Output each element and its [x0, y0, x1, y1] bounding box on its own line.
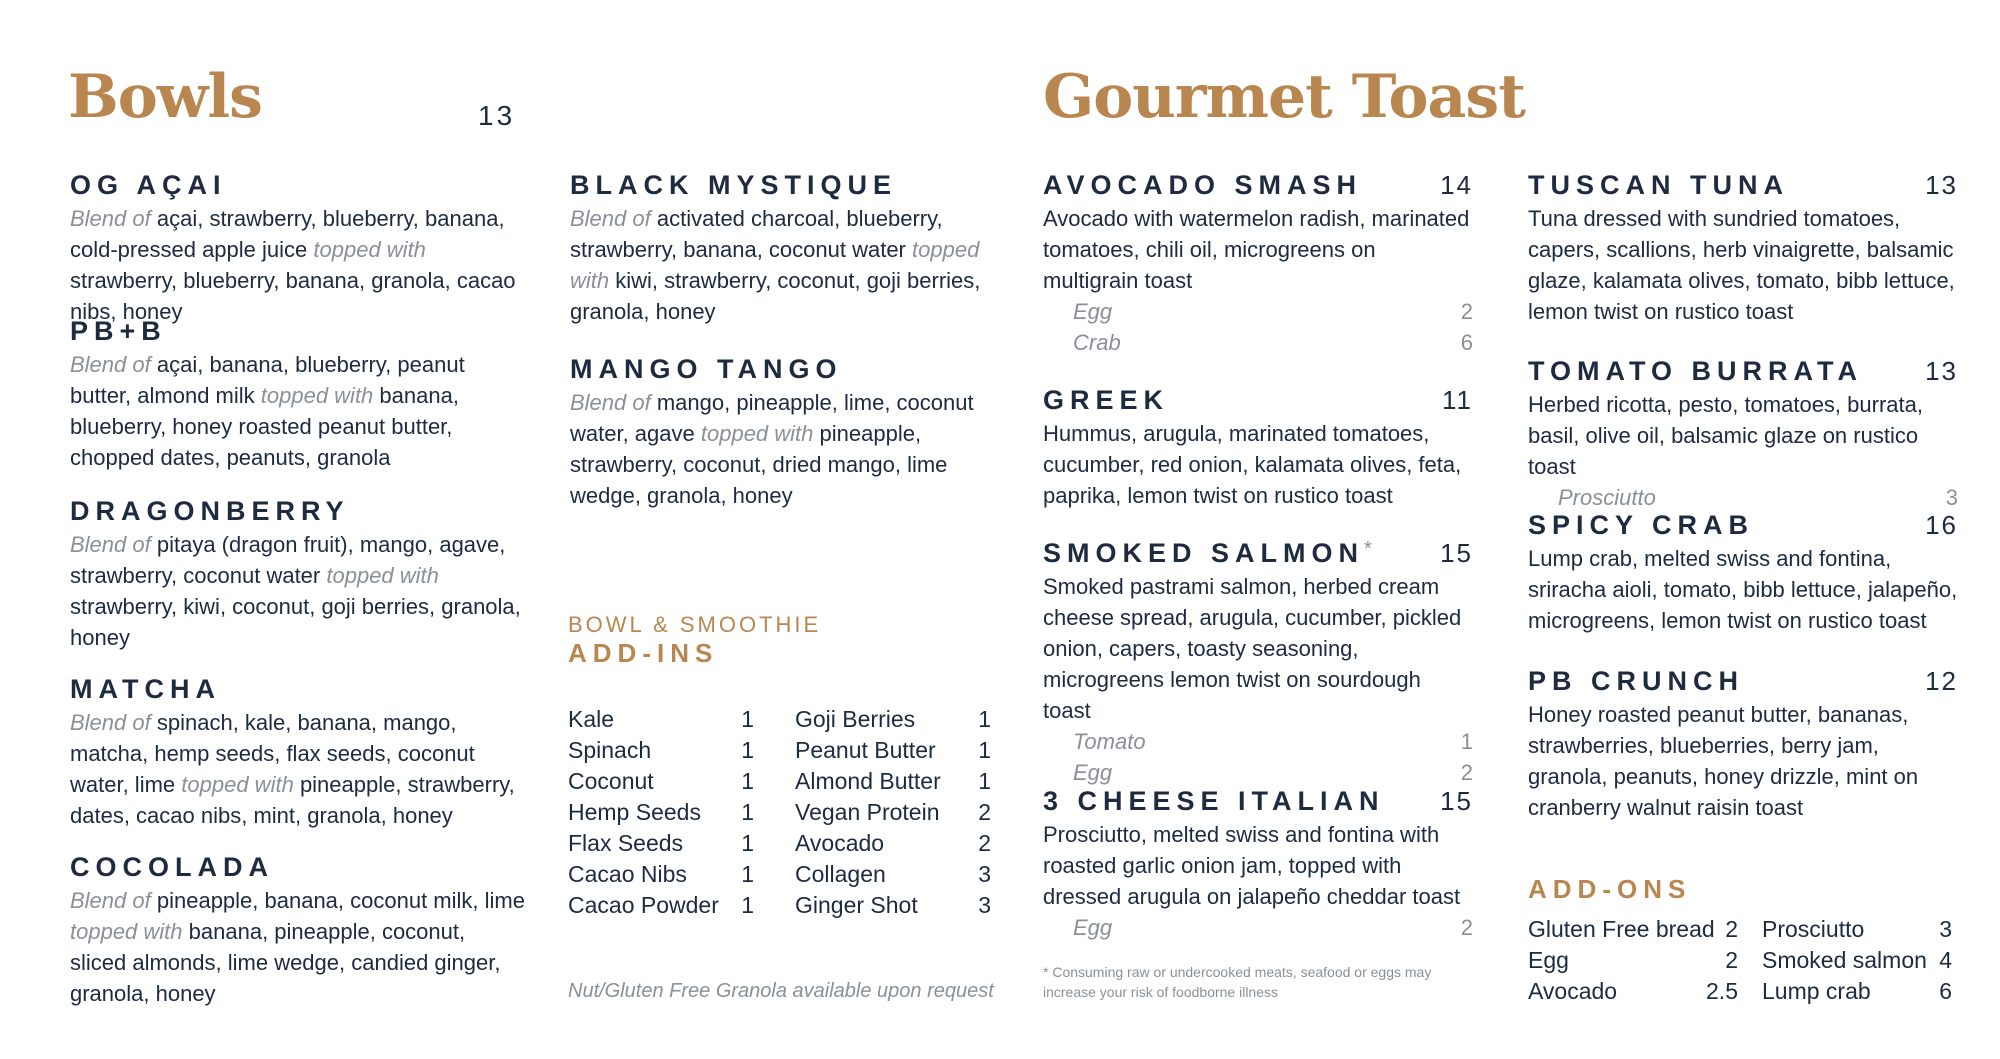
raw-warning-asterisk: *	[1364, 538, 1372, 560]
topped-label: topped with	[700, 421, 814, 446]
bowl-description	[70, 707, 525, 831]
bowl-name: BLACK MYSTIQUE	[570, 170, 897, 200]
toast-item	[1528, 356, 1958, 513]
toast-extra	[1043, 296, 1473, 327]
toast-item-header	[1043, 385, 1473, 416]
addons-list-left	[1528, 914, 1738, 1007]
addon-name: Prosciutto	[1762, 916, 1865, 942]
addon-name: Gluten Free bread	[1528, 916, 1715, 942]
bowl-description	[570, 203, 1000, 327]
toast-item	[1043, 786, 1473, 943]
toast-extra	[1043, 726, 1473, 757]
toast-name: SMOKED SALMON	[1043, 538, 1364, 568]
addon	[1528, 914, 1738, 945]
addins-list-left	[568, 704, 754, 921]
addon-price: 6	[1939, 978, 1952, 1004]
toast-name: TOMATO BURRATA	[1528, 356, 1863, 386]
addin-price: 1	[741, 892, 754, 918]
toast-name-wrap	[1528, 356, 1863, 387]
addin-name: Cacao Nibs	[568, 861, 687, 887]
toast-item-header	[1043, 170, 1473, 201]
topped-label: topped with	[260, 383, 374, 408]
addon-name: Avocado	[1528, 978, 1618, 1004]
blend-ingredients: açai, strawberry, blueberry, banana, cold-pressed apple juice	[70, 206, 505, 262]
toast-item	[1528, 170, 1958, 327]
bowls-title: Bowls	[68, 62, 262, 132]
toast-item	[1043, 385, 1473, 511]
toast-price: 15	[1440, 538, 1473, 568]
extra-name: Crab	[1073, 330, 1121, 355]
addon	[1528, 945, 1738, 976]
toast-extra	[1528, 482, 1958, 513]
addin	[568, 797, 754, 828]
addin-price: 1	[978, 737, 991, 763]
toast-description: Tuna dressed with sundried tomatoes, capers, scallions, herb vinaigrette, balsamic glaze, kalamata olives, tomato, bibb lettuce, lemon twist on rustico toast	[1528, 206, 1955, 324]
blend-label: Blend of	[70, 888, 151, 913]
bowl-item	[570, 354, 1000, 511]
toast-description: Prosciutto, melted swiss and fontina with roasted garlic onion jam, topped with dressed arugula on jalapeño cheddar toast	[1043, 822, 1461, 909]
addin	[568, 704, 754, 735]
extra-name: Egg	[1073, 915, 1113, 940]
toast-item-header	[1528, 510, 1958, 541]
addin	[568, 735, 754, 766]
addon-price: 2.5	[1706, 978, 1738, 1004]
blend-label: Blend of	[570, 390, 651, 415]
toast-item	[1043, 538, 1473, 788]
toast-price: 14	[1440, 170, 1473, 200]
toast-name: AVOCADO SMASH	[1043, 170, 1363, 200]
toppings: banana, blueberry, honey roasted peanut butter, chopped dates, peanuts, granola	[70, 383, 459, 470]
addin	[568, 766, 754, 797]
extra-price: 3	[1945, 485, 1958, 510]
addins-list-right	[795, 704, 991, 921]
addons-title: ADD-ONS	[1528, 874, 1692, 904]
toast-name-wrap	[1043, 385, 1169, 416]
bowl-item	[570, 170, 1000, 327]
bowls-price: 13	[478, 100, 516, 131]
granola-note: Nut/Gluten Free Granola available upon request	[568, 980, 994, 1002]
addon	[1762, 945, 1952, 976]
blend-ingredients: açai, banana, blueberry, peanut butter, almond milk	[70, 352, 465, 408]
bowl-name: MANGO TANGO	[570, 354, 843, 384]
addin	[795, 766, 991, 797]
topped-label: topped with	[570, 237, 980, 293]
toast-extra	[1043, 912, 1473, 943]
toast-description: Herbed ricotta, pesto, tomatoes, burrata, basil, olive oil, balsamic glaze on rustico toast	[1528, 392, 1923, 479]
bowl-item	[70, 170, 525, 327]
toast-item	[1528, 510, 1958, 636]
topped-label: topped with	[70, 919, 183, 944]
addin	[568, 828, 754, 859]
bowl-name: DRAGONBERRY	[70, 496, 350, 526]
extra-price: 1	[1460, 729, 1473, 754]
bowl-description	[70, 203, 525, 327]
bowl-description	[70, 349, 525, 473]
addin	[795, 828, 991, 859]
toast-name-wrap	[1528, 510, 1754, 541]
addon	[1528, 976, 1738, 1007]
toast-description: Smoked pastrami salmon, herbed cream cheese spread, arugula, cucumber, pickled onion, capers, toasty seasoning, microgreens lemon twist on sourdough toast	[1043, 574, 1462, 723]
addin-name: Kale	[568, 706, 615, 732]
toast-item-header	[1528, 170, 1958, 201]
toast-item-header	[1043, 538, 1473, 569]
toast-item	[1528, 666, 1958, 823]
extra-price: 2	[1460, 760, 1473, 785]
toast-description: Hummus, arugula, marinated tomatoes, cucumber, red onion, kalamata olives, feta, paprika, lemon twist on rustico toast	[1043, 421, 1462, 508]
bowl-description	[70, 529, 525, 653]
toast-item	[1043, 170, 1473, 358]
toast-price: 11	[1442, 385, 1473, 415]
addin-name: Goji Berries	[795, 706, 916, 732]
bowl-item	[70, 852, 525, 1009]
addons-list-right	[1762, 914, 1952, 1007]
toast-name-wrap	[1528, 170, 1789, 201]
topped-label: topped with	[313, 237, 426, 262]
addins-pretitle: BOWL & SMOOTHIE	[568, 612, 822, 637]
addin	[568, 890, 754, 921]
blend-label: Blend of	[70, 532, 151, 557]
bowl-item	[70, 496, 525, 653]
toppings: pineapple, strawberry, coconut, dried mango, lime wedge, granola, honey	[570, 421, 948, 508]
toast-description: Avocado with watermelon radish, marinated tomatoes, chili oil, microgreens on multigrain toast	[1043, 206, 1470, 293]
bowl-item	[70, 316, 525, 473]
extra-price: 2	[1460, 915, 1473, 940]
blend-ingredients: activated charcoal, blueberry, strawberry, banana, coconut water	[570, 206, 943, 262]
addin-name: Spinach	[568, 737, 652, 763]
bowl-description	[70, 885, 525, 1009]
addin-price: 1	[741, 768, 754, 794]
topped-label: topped with	[181, 772, 294, 797]
toast-price: 16	[1925, 510, 1958, 540]
blend-label: Blend of	[70, 710, 151, 735]
toast-description: Lump crab, melted swiss and fontina, sriracha aioli, tomato, bibb lettuce, jalapeño, microgreens, lemon twist on rustico toast	[1528, 546, 1958, 633]
addin-name: Flax Seeds	[568, 830, 684, 856]
addon-price: 4	[1939, 947, 1952, 973]
addon-price: 2	[1725, 947, 1738, 973]
bowl-item	[70, 674, 525, 831]
addin-price: 1	[978, 706, 991, 732]
extra-name: Tomato	[1073, 729, 1146, 754]
extra-name: Egg	[1073, 299, 1113, 324]
toast-description: Honey roasted peanut butter, bananas, strawberries, blueberries, berry jam, granola, peanuts, honey drizzle, mint on cranberry walnut raisin toast	[1528, 702, 1919, 820]
addon-price: 2	[1725, 916, 1738, 942]
addin-name: Peanut Butter	[795, 737, 936, 763]
toast-name: 3 CHEESE ITALIAN	[1043, 786, 1385, 816]
addin-price: 3	[978, 892, 991, 918]
addin-name: Vegan Protein	[795, 799, 940, 825]
bowl-name: COCOLADA	[70, 852, 274, 882]
addon	[1762, 976, 1952, 1007]
extra-price: 2	[1460, 299, 1473, 324]
addon	[1762, 914, 1952, 945]
toast-name-wrap	[1043, 786, 1385, 817]
blend-label: Blend of	[70, 352, 151, 377]
addin-price: 1	[741, 799, 754, 825]
toast-item-header	[1528, 356, 1958, 387]
toppings: banana, pineapple, coconut, sliced almonds, lime wedge, candied ginger, granola, honey	[70, 919, 501, 1006]
toast-price: 15	[1440, 786, 1473, 816]
bowl-name: OG AÇAI	[70, 170, 227, 200]
toppings: pineapple, strawberry, dates, cacao nibs, mint, granola, honey	[70, 772, 515, 828]
addin-price: 1	[741, 830, 754, 856]
addin-name: Ginger Shot	[795, 892, 918, 918]
addin	[795, 890, 991, 921]
toppings: strawberry, blueberry, banana, granola, cacao nibs, honey	[70, 268, 516, 324]
addin-name: Collagen	[795, 861, 886, 887]
toppings: kiwi, strawberry, coconut, goji berries, granola, honey	[570, 268, 981, 324]
toast-title: Gourmet Toast	[1043, 62, 1525, 132]
toast-name: PB CRUNCH	[1528, 666, 1744, 696]
toast-price: 12	[1925, 666, 1958, 696]
toast-name: GREEK	[1043, 385, 1170, 415]
addin-price: 2	[978, 830, 991, 856]
toast-name-wrap	[1043, 538, 1372, 569]
addin-price: 1	[741, 737, 754, 763]
toast-price: 13	[1925, 170, 1958, 200]
blend-label: Blend of	[70, 206, 151, 231]
addin-price: 1	[741, 706, 754, 732]
addin-price: 3	[978, 861, 991, 887]
extra-price: 6	[1460, 330, 1473, 355]
addon-name: Lump crab	[1762, 978, 1871, 1004]
addon-name: Egg	[1528, 947, 1569, 973]
bowl-name: MATCHA	[70, 674, 221, 704]
addin-name: Cacao Powder	[568, 892, 719, 918]
blend-ingredients: pineapple, banana, coconut milk, lime	[156, 888, 525, 913]
addin-price: 1	[978, 768, 991, 794]
toast-name-wrap	[1043, 170, 1362, 201]
addin	[568, 859, 754, 890]
toppings: strawberry, kiwi, coconut, goji berries, granola, honey	[70, 594, 521, 650]
blend-ingredients: spinach, kale, banana, mango, matcha, hemp seeds, flax seeds, coconut water, lime	[70, 710, 475, 797]
addin	[795, 704, 991, 735]
addin-price: 1	[741, 861, 754, 887]
toast-item-header	[1528, 666, 1958, 697]
addin-name: Avocado	[795, 830, 885, 856]
addin	[795, 735, 991, 766]
toast-name-wrap	[1528, 666, 1744, 697]
toast-item-header	[1043, 786, 1473, 817]
addon-name: Smoked salmon	[1762, 947, 1927, 973]
addon-price: 3	[1939, 916, 1952, 942]
extra-name: Prosciutto	[1558, 485, 1656, 510]
toast-name: TUSCAN TUNA	[1528, 170, 1789, 200]
bowl-name: PB+B	[70, 316, 167, 346]
addin	[795, 797, 991, 828]
blend-ingredients: mango, pineapple, lime, coconut water, agave	[570, 390, 974, 446]
addin-name: Hemp Seeds	[568, 799, 701, 825]
blend-label: Blend of	[570, 206, 651, 231]
extra-name: Egg	[1073, 760, 1113, 785]
raw-food-footnote: * Consuming raw or undercooked meats, seafood or eggs may increase your risk of foodborne illness	[1043, 964, 1432, 1000]
topped-label: topped with	[326, 563, 439, 588]
bowl-description	[570, 387, 1000, 511]
addins-title: ADD-INS	[568, 638, 719, 668]
addin-name: Coconut	[568, 768, 654, 794]
blend-ingredients: pitaya (dragon fruit), mango, agave, strawberry, coconut water	[70, 532, 506, 588]
toast-price: 13	[1925, 356, 1958, 386]
toast-extra	[1043, 757, 1473, 788]
addin-price: 2	[978, 799, 991, 825]
addin	[795, 859, 991, 890]
addin-name: Almond Butter	[795, 768, 941, 794]
toast-name: SPICY CRAB	[1528, 510, 1755, 540]
toast-extra	[1043, 327, 1473, 358]
